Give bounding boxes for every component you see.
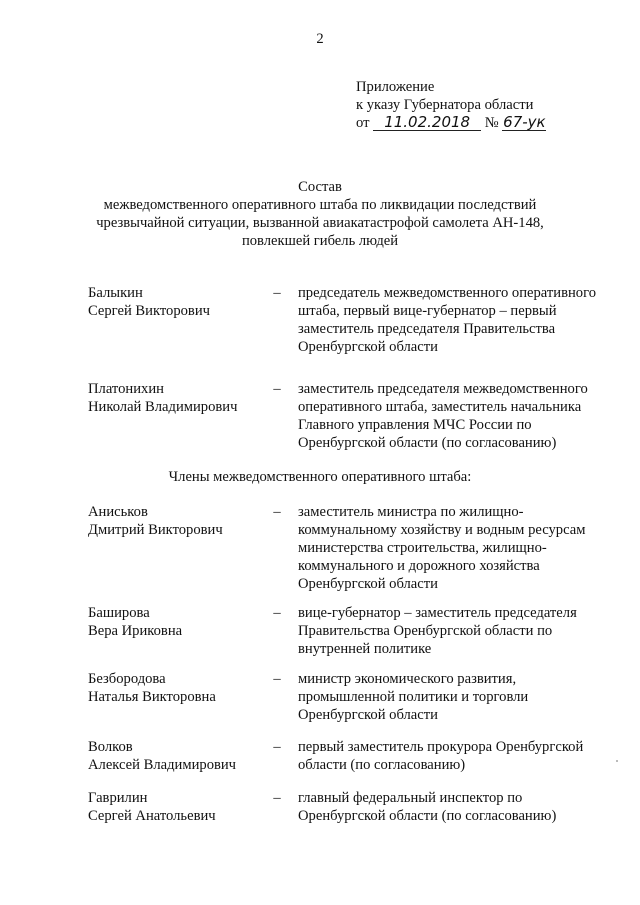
member-given-name: Вера Ириковна	[88, 623, 183, 639]
title-line-1: Состав	[298, 179, 342, 195]
member-surname: Волков	[88, 739, 133, 755]
scan-speck	[616, 760, 618, 762]
member-role: министр экономического развития, промышленной политики и торговли Оренбургской области	[298, 671, 529, 723]
member-given-name: Сергей Анатольевич	[88, 808, 216, 824]
member-name	[88, 284, 263, 320]
member-surname: Баширова	[88, 605, 150, 621]
member-given-name: Сергей Викторович	[88, 303, 210, 319]
dash-separator: –	[273, 381, 281, 397]
member-name	[88, 738, 263, 774]
dash-separator: –	[273, 504, 281, 520]
members-heading: Члены межведомственного оперативного штаба:	[168, 469, 472, 485]
member-given-name: Дмитрий Викторович	[88, 522, 223, 538]
title-line-3: чрезвычайной ситуации, вызванной авиакатастрофой самолета АН-148,	[96, 215, 544, 231]
date-prefix: от	[356, 115, 370, 131]
dash-separator: –	[273, 605, 281, 621]
dash-separator: –	[273, 671, 281, 687]
member-given-name: Наталья Викторовна	[88, 689, 216, 705]
page-number: 2	[316, 31, 324, 47]
member-surname: Аниськов	[88, 504, 148, 520]
handwritten-number: 67-ук	[503, 113, 546, 131]
member-surname: Балыкин	[88, 285, 143, 301]
member-surname: Платонихин	[88, 381, 164, 397]
member-role: вице-губернатор – заместитель председателя Правительства Оренбургской области по внутренней политике	[298, 605, 577, 657]
handwritten-date: 11.02.2018	[373, 115, 481, 131]
member-role: заместитель председателя межведомственного оперативного штаба, заместитель начальника Главного управления МЧС России по Оренбургской области (по согласованию)	[298, 381, 588, 451]
member-surname: Гаврилин	[88, 790, 148, 806]
dash-separator: –	[273, 285, 281, 301]
member-name	[88, 503, 263, 539]
member-given-name: Алексей Владимирович	[88, 757, 237, 773]
appendix-decree-ref: к указу Губернатора области	[356, 97, 534, 113]
appendix-block	[356, 78, 626, 132]
appendix-label: Приложение	[356, 79, 435, 95]
member-role: главный федеральный инспектор по Оренбургской области (по согласованию)	[298, 790, 557, 824]
document-title	[0, 178, 640, 250]
member-surname: Безбородова	[88, 671, 166, 687]
number-prefix: №	[484, 115, 499, 131]
dash-separator: –	[273, 739, 281, 755]
member-name	[88, 380, 263, 416]
member-name	[88, 789, 263, 825]
member-role: председатель межведомственного оперативного штаба, первый вице-губернатор – первый заместитель председателя Правительства Оренбургской области	[298, 285, 596, 355]
member-role: первый заместитель прокурора Оренбургской области (по согласованию)	[298, 739, 584, 773]
title-line-2: межведомственного оперативного штаба по ликвидации последствий	[103, 197, 537, 213]
title-line-4: повлекшей гибель людей	[241, 233, 399, 249]
member-given-name: Николай Владимирович	[88, 399, 238, 415]
member-name	[88, 670, 263, 706]
member-role: заместитель министра по жилищно-коммунальному хозяйству и водным ресурсам министерства строительства, жилищно-коммунального и дорожного хозяйства Оренбургской области	[298, 504, 586, 592]
member-name	[88, 604, 263, 640]
dash-separator: –	[273, 790, 281, 806]
appendix-date-line	[356, 114, 626, 132]
